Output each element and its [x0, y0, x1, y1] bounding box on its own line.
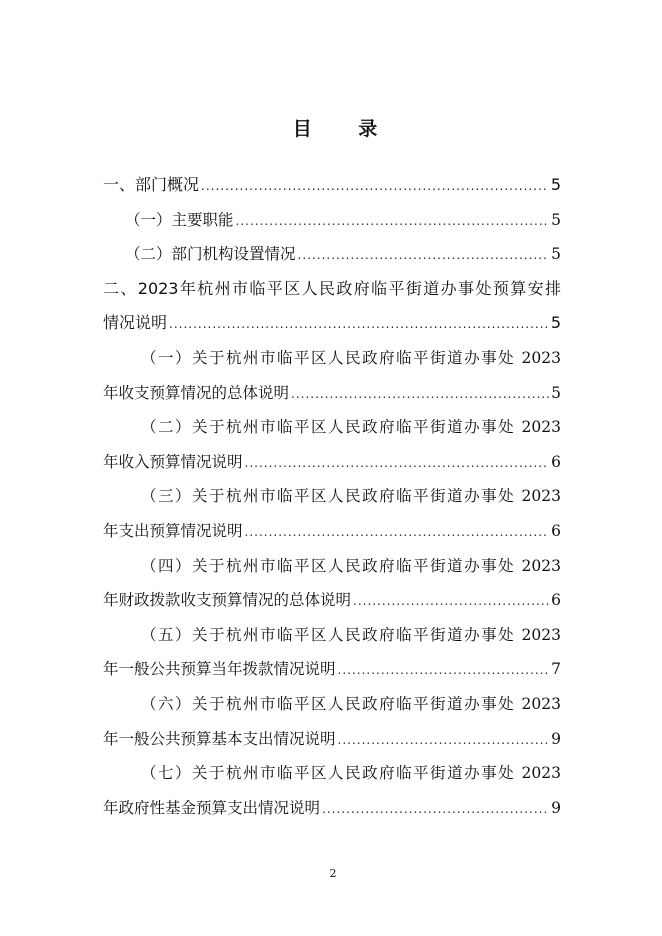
toc-entry-text-line1: （二）关于杭州市临平区人民政府临平街道办事处 2023	[141, 418, 561, 437]
toc-entry-text: 年政府性基金预算支出情况说明	[103, 798, 321, 817]
toc-entry-text: 情况说明	[103, 313, 168, 333]
toc-entry-text: 年一般公共预算当年拨款情况说明	[103, 660, 336, 679]
dot-leader	[291, 377, 549, 412]
toc-page-number: 5	[550, 313, 561, 333]
toc-entry-text-line1: （一）关于杭州市临平区人民政府临平街道办事处 2023	[141, 348, 561, 367]
toc-entry-2-6[interactable]	[103, 687, 561, 756]
toc-page-number: 6	[551, 591, 561, 610]
toc-page-number: 5	[551, 245, 561, 264]
toc-entry-text: 年收入预算情况说明	[103, 452, 243, 471]
toc-entry-2-5[interactable]	[103, 618, 561, 687]
toc-page-number: 5	[550, 175, 561, 194]
dot-leader	[322, 792, 549, 827]
toc-entry-text-line1: （五）关于杭州市临平区人民政府临平街道办事处 2023	[141, 625, 561, 644]
toc-entry-2[interactable]	[103, 272, 561, 341]
dot-leader	[169, 307, 549, 342]
dot-leader	[236, 204, 550, 239]
dot-leader	[245, 446, 550, 481]
toc-page-number: 5	[551, 383, 561, 402]
toc-page-number: 7	[551, 660, 561, 679]
dot-leader	[201, 169, 549, 204]
toc-entry-2-1[interactable]	[103, 341, 561, 410]
toc-entry-1-1[interactable]	[103, 203, 561, 238]
toc-entry-text: 一、部门概况	[103, 175, 200, 194]
toc-entry-1-2[interactable]	[103, 237, 561, 272]
toc-entry-2-3[interactable]	[103, 479, 561, 548]
toc-entry-text-line1: 二、2023年杭州市临平区人民政府临平街道办事处预算安排	[103, 278, 561, 298]
toc-page-number: 6	[551, 452, 561, 471]
toc-entry-text: （一）主要职能	[125, 210, 234, 229]
toc-entry-text-line1: （三）关于杭州市临平区人民政府临平街道办事处 2023	[141, 487, 561, 506]
toc-page-number: 9	[551, 798, 561, 817]
toc-page-number: 6	[551, 521, 561, 540]
page-number: 2	[329, 867, 337, 880]
table-of-contents	[103, 168, 561, 825]
toc-entry-text: 年一般公共预算基本支出情况说明	[103, 729, 336, 748]
toc-entry-1[interactable]	[103, 168, 561, 203]
toc-page-number: 5	[551, 210, 561, 229]
toc-entry-2-7[interactable]	[103, 756, 561, 825]
toc-page-number: 9	[551, 729, 561, 748]
toc-title: 目 录	[292, 118, 398, 140]
dot-leader	[353, 584, 549, 619]
dot-leader	[338, 653, 550, 688]
toc-entry-text: 年收支预算情况的总体说明	[103, 383, 290, 402]
dot-leader	[338, 723, 550, 758]
toc-entry-text: 年支出预算情况说明	[103, 521, 243, 540]
dot-leader	[245, 515, 550, 550]
toc-entry-text: （二）部门机构设置情况	[125, 245, 296, 264]
toc-entry-2-2[interactable]	[103, 410, 561, 479]
toc-entry-text-line1: （四）关于杭州市临平区人民政府临平街道办事处 2023	[141, 556, 561, 575]
toc-entry-2-4[interactable]	[103, 549, 561, 618]
toc-entry-text: 年财政拨款收支预算情况的总体说明	[103, 591, 352, 610]
toc-entry-text-line1: （六）关于杭州市临平区人民政府临平街道办事处 2023	[141, 694, 561, 713]
toc-entry-text-line1: （七）关于杭州市临平区人民政府临平街道办事处 2023	[141, 764, 561, 783]
dot-leader	[298, 238, 550, 273]
